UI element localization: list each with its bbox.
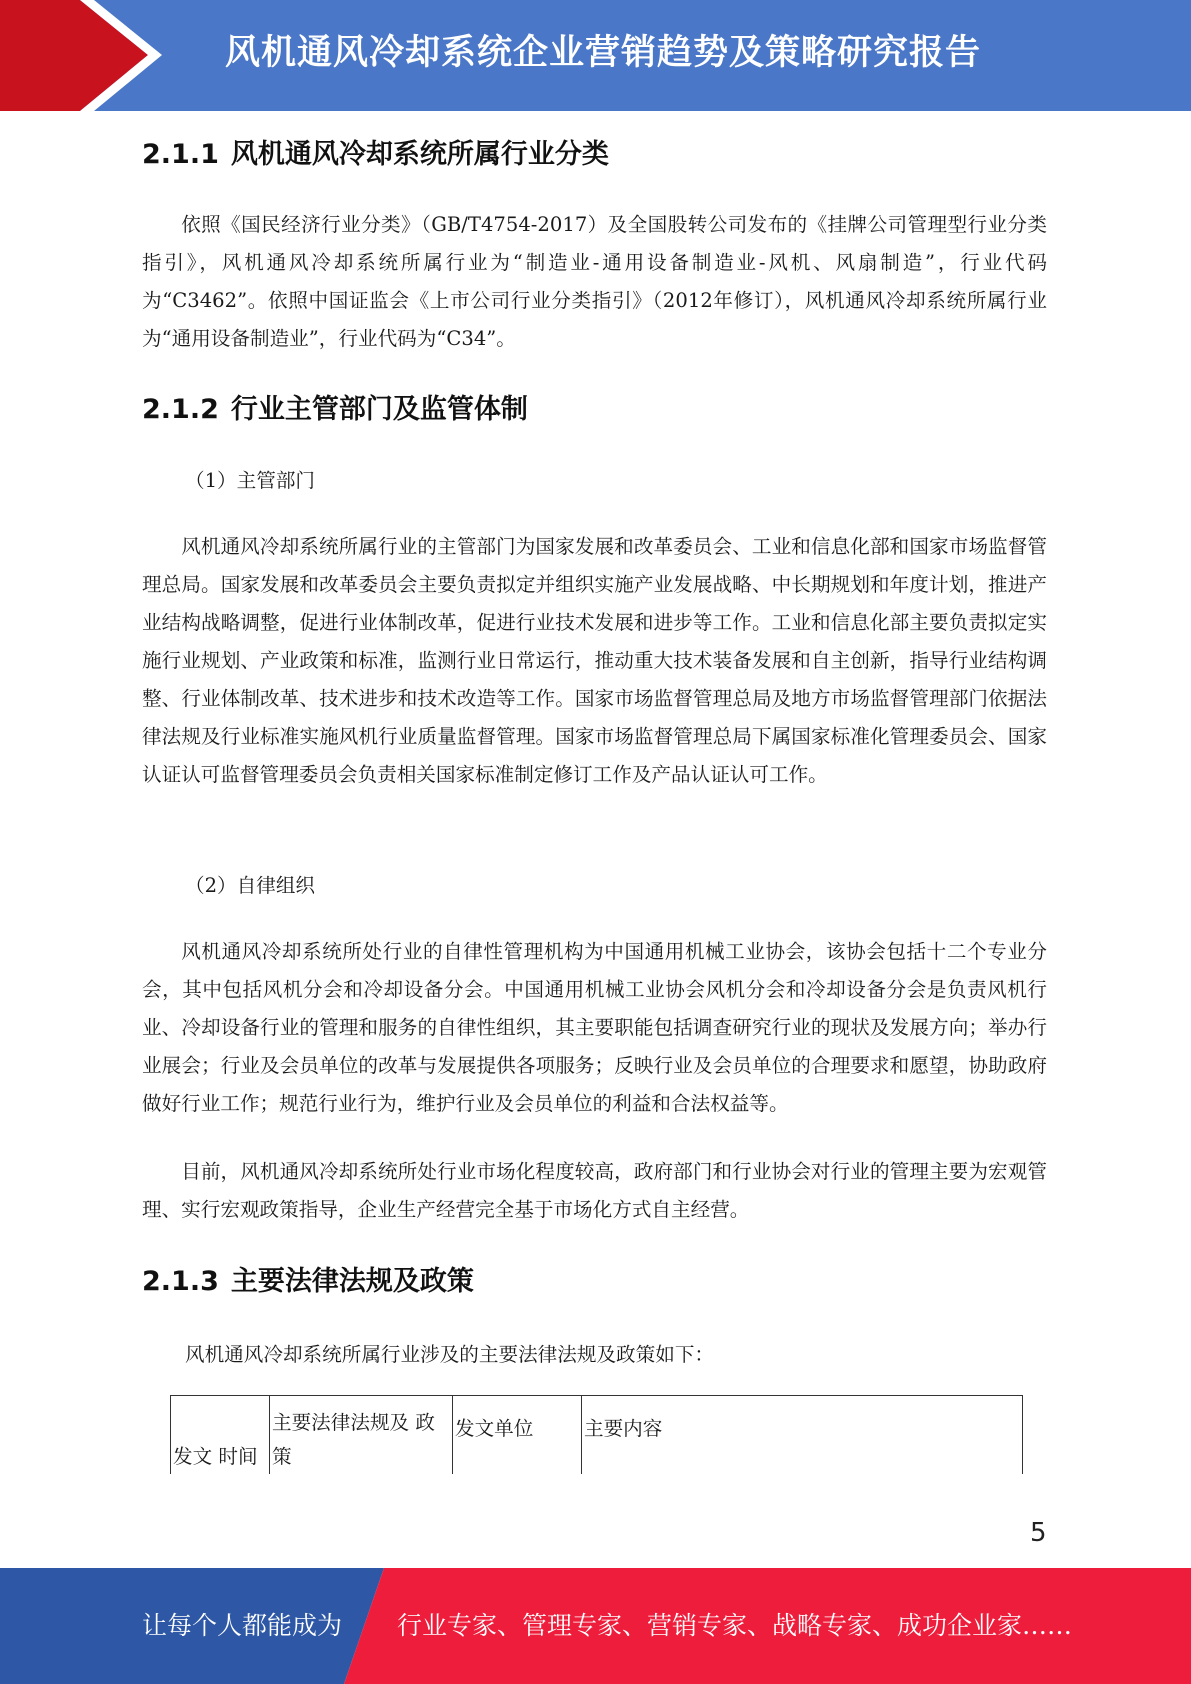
section-title: 风机通风冷却系统所属行业分类: [230, 139, 609, 170]
paragraph-self-regulation: 风机通风冷却系统所处行业的自律性管理机构为中国通用机械工业协会，该协会包括十二个专业分会，其中包括风机分会和冷却设备分会。中国通用机械工业协会风机分会和冷却设备分会是负责风机行业、冷却设备行业的管理和服务的自律性组织，其主要职能包括调查研究行业的现状及发展方向；举办行业展会；行业及会员单位的改革与发展提供各项服务；反映行业及会员单位的合理要求和愿望，协助政府做好行业工作；规范行业行为，维护行业及会员单位的利益和合法权益等。: [142, 940, 1047, 1115]
column-header-issuer: 发文单位: [453, 1396, 582, 1475]
page-number: 5: [1030, 1518, 1047, 1548]
footer-slogan-right: 行业专家、管理专家、营销专家、战略专家、成功企业家……: [397, 1611, 1073, 1640]
header-banner: [0, 0, 1191, 111]
section-number: 2.1.2: [142, 394, 219, 425]
column-header-time: 发文 时间: [171, 1396, 270, 1475]
paragraph-authority: 风机通风冷却系统所属行业的主管部门为国家发展和改革委员会、工业和信息化部和国家市场监督管理总局。国家发展和改革委员会主要负责拟定并组织实施产业发展战略、中长期规划和年度计划，推进产业结构战略调整，促进行业体制改革，促进行业技术发展和进步等工作。工业和信息化部主要负责拟定实施行业规划、产业政策和标准，监测行业日常运行，推动重大技术装备发展和自主创新，指导行业结构调整、行业体制改革、技术进步和技术改造等工作。国家市场监督管理总局及地方市场监督管理部门依据法律法规及行业标准实施风机行业质量监督管理。国家市场监督管理总局下属国家标准化管理委员会、国家认证认可监督管理委员会负责相关国家标准制定修订工作及产品认证认可工作。: [142, 535, 1047, 786]
laws-table: [170, 1395, 1023, 1474]
table-header-row: [171, 1396, 1023, 1475]
paragraph-laws-intro: 风机通风冷却系统所属行业涉及的主要法律法规及政策如下：: [185, 1343, 715, 1366]
section-number: 2.1.1: [142, 139, 219, 170]
section-heading-2-1-1: [142, 132, 609, 171]
report-title: 风机通风冷却系统企业营销趋势及策略研究报告: [225, 33, 982, 73]
section-number: 2.1.3: [142, 1266, 219, 1297]
footer-banner: [0, 1568, 1191, 1684]
column-header-content: 主要内容: [582, 1396, 1023, 1475]
subheading-authority: （1）主管部门: [185, 469, 316, 492]
section-title: 主要法律法规及政策: [230, 1266, 474, 1297]
section-heading-2-1-3: [142, 1259, 474, 1298]
paragraph-industry-classification: 依照《国民经济行业分类》（GB/T4754-2017）及全国股转公司发布的《挂牌公司管理型行业分类指引》，风机通风冷却系统所属行业为“制造业-通用设备制造业-风机、风扇制造”，行业代码为“C3462”。依照中国证监会《上市公司行业分类指引》（2012年修订），风机通风冷却系统所属行业为“通用设备制造业”，行业代码为“C34”。: [142, 213, 1047, 350]
column-header-laws: 主要法律法规及 政策: [270, 1396, 453, 1475]
section-heading-2-1-2: [142, 387, 528, 426]
section-title: 行业主管部门及监管体制: [230, 394, 528, 425]
footer-slogan-left: 让每个人都能成为: [142, 1611, 343, 1640]
subheading-self-regulation: （2）自律组织: [185, 874, 316, 897]
paragraph-market-status: 目前，风机通风冷却系统所处行业市场化程度较高，政府部门和行业协会对行业的管理主要为宏观管理、实行宏观政策指导，企业生产经营完全基于市场化方式自主经营。: [142, 1160, 1047, 1221]
